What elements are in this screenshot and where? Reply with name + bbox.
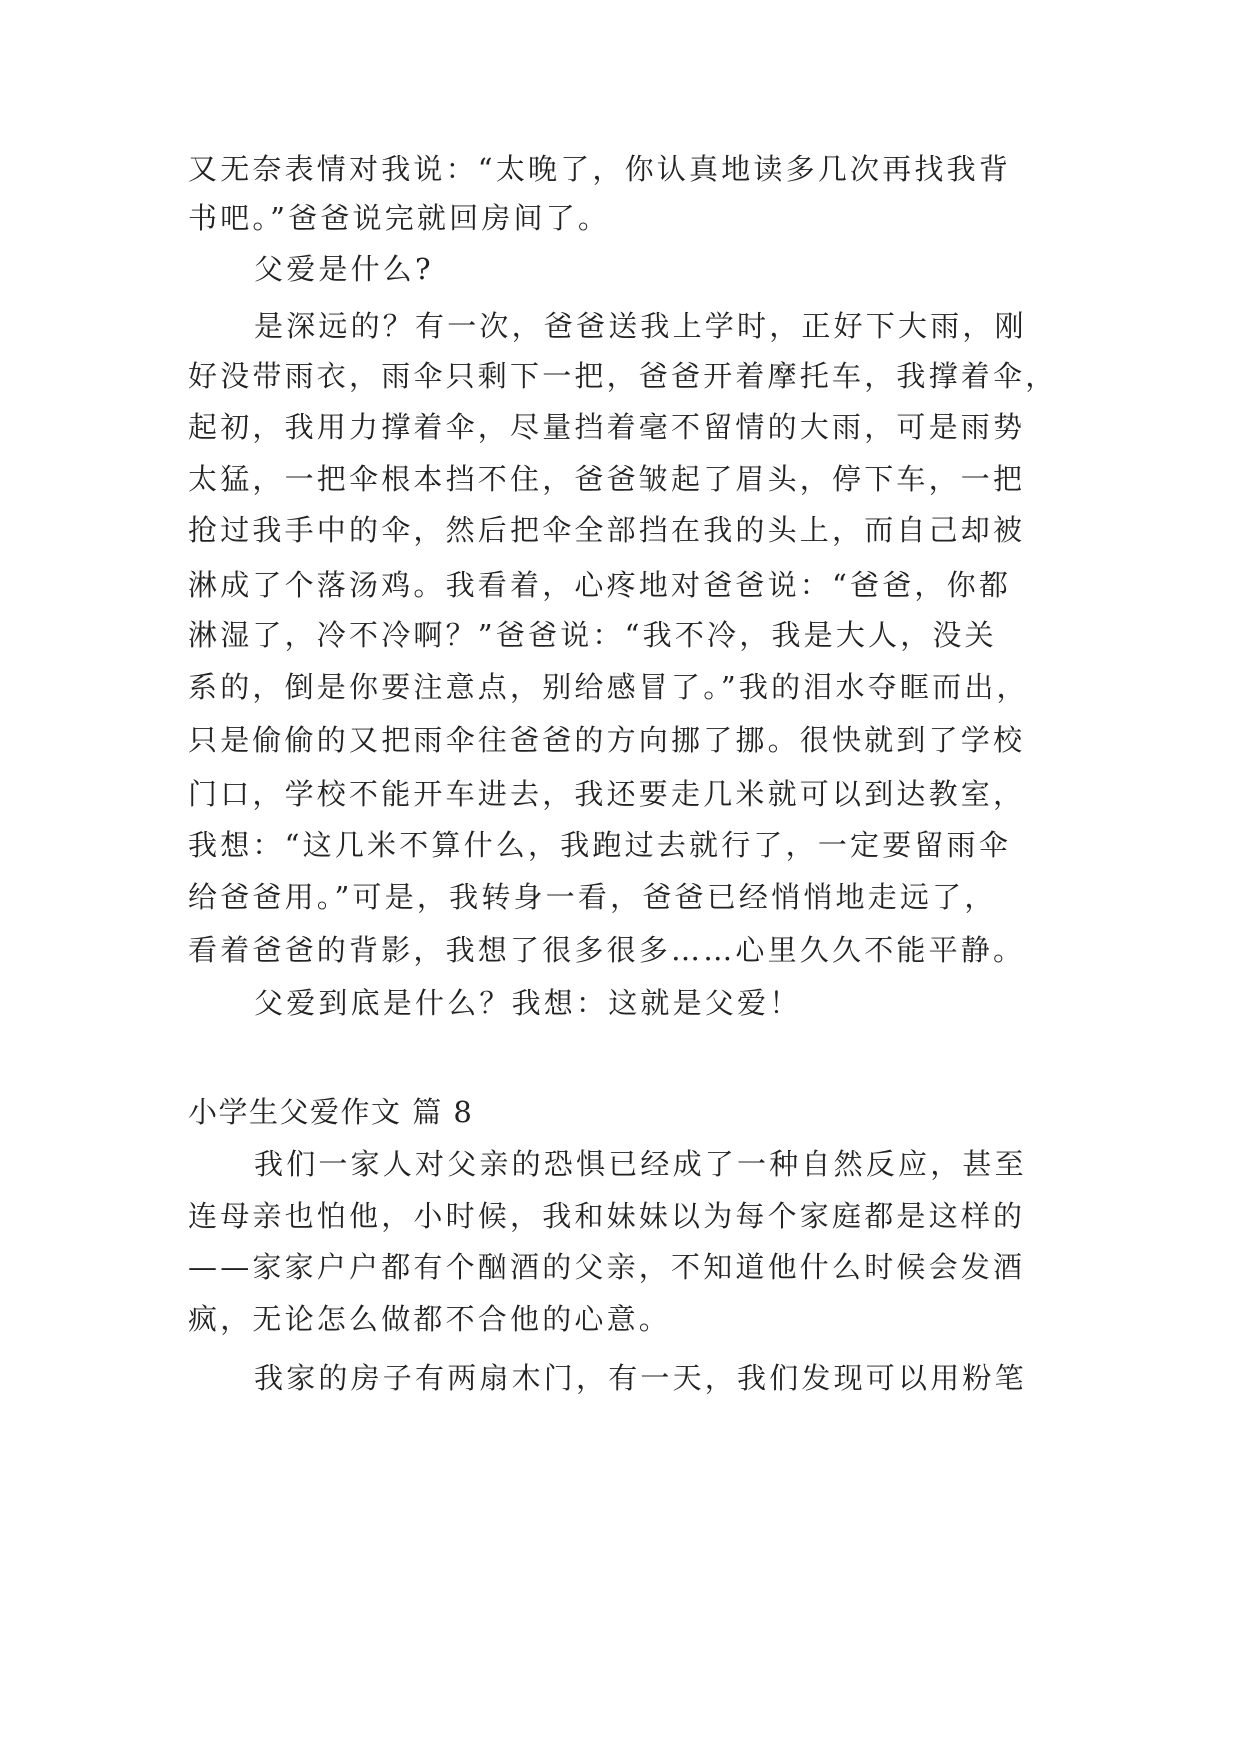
- paragraph-line: 门口，学校不能开车进去，我还要走几米就可以到达教室，: [188, 777, 1026, 811]
- paragraph-line: 看着爸爸的背影，我想了很多很多……心里久久不能平静。: [188, 933, 1026, 967]
- paragraph-line: 父爱是什么?: [254, 252, 434, 286]
- paragraph-line: 抢过我手中的伞，然后把伞全部挡在我的头上，而自己却被: [188, 513, 1026, 547]
- paragraph-line: 只是偷偷的又把雨伞往爸爸的方向挪了挪。很快就到了学校: [188, 723, 1026, 757]
- paragraph-line: 又无奈表情对我说：“太晚了，你认真地读多几次再找我背: [188, 152, 1012, 186]
- paragraph-line: ——家家户户都有个酗酒的父亲，不知道他什么时候会发酒: [188, 1250, 1026, 1284]
- paragraph-line: 连母亲也怕他，小时候，我和妹妹以为每个家庭都是这样的: [188, 1199, 1026, 1233]
- paragraph-line: 我想：“这几米不算什么，我跑过去就行了，一定要留雨伞: [188, 828, 1012, 862]
- section-heading: 小学生父爱作文 篇 8: [188, 1095, 474, 1129]
- paragraph-line: 书吧。”爸爸说完就回房间了。: [188, 201, 611, 235]
- paragraph-line: 是深远的？有一次，爸爸送我上学时，正好下大雨，刚: [254, 309, 1027, 343]
- paragraph-line: 系的，倒是你要注意点，别给感冒了。”我的泪水夺眶而出，: [188, 670, 1029, 704]
- paragraph-line: 父爱到底是什么？我想：这就是父爱！: [254, 986, 802, 1020]
- paragraph-line: 起初，我用力撑着伞，尽量挡着毫不留情的大雨，可是雨势: [188, 410, 1026, 444]
- paragraph-line: 我家的房子有两扇木门，有一天，我们发现可以用粉笔: [254, 1361, 1027, 1395]
- paragraph-line: 淋湿了，冷不冷啊？”爸爸说：“我不冷，我是大人，没关: [188, 618, 997, 652]
- paragraph-line: 太猛，一把伞根本挡不住，爸爸皱起了眉头，停下车，一把: [188, 462, 1026, 496]
- paragraph-line: 给爸爸用。”可是，我转身一看，爸爸已经悄悄地走远了，: [188, 880, 997, 914]
- paragraph-line: 我们一家人对父亲的恐惧已经成了一种自然反应，甚至: [254, 1147, 1027, 1181]
- paragraph-line: 好没带雨衣，雨伞只剩下一把，爸爸开着摩托车，我撑着伞，: [188, 359, 1058, 393]
- paragraph-line: 淋成了个落汤鸡。我看着，心疼地对爸爸说：“爸爸，你都: [188, 568, 1012, 602]
- paragraph-line: 疯，无论怎么做都不合他的心意。: [188, 1302, 672, 1336]
